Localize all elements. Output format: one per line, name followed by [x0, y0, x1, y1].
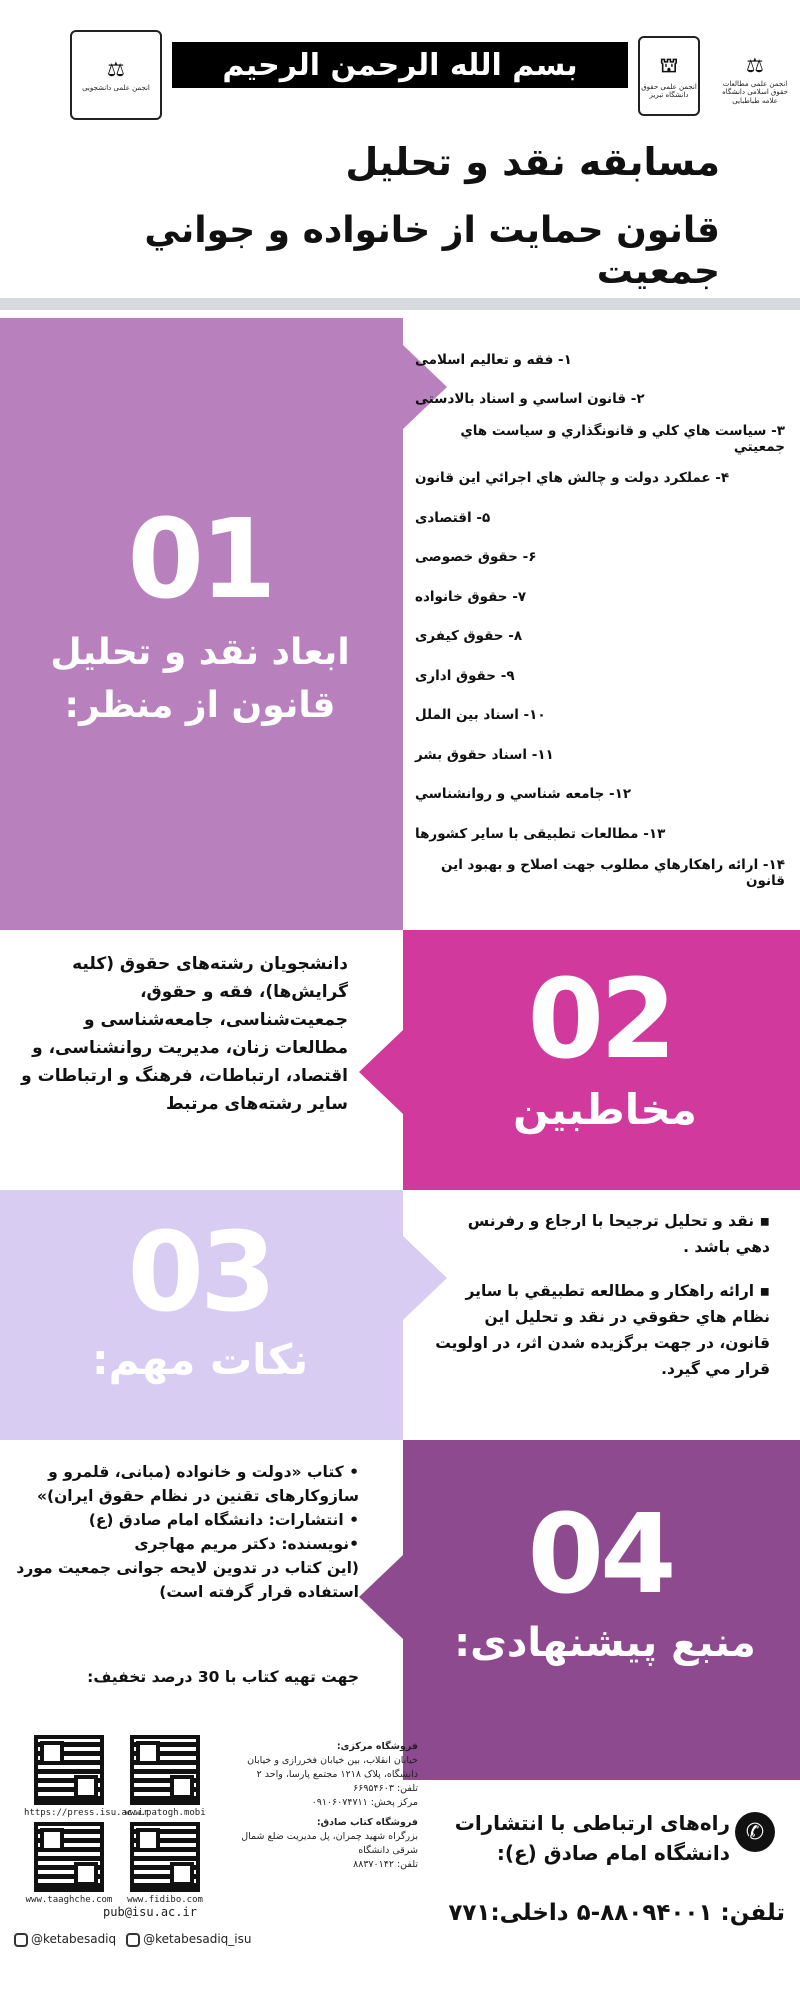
list-item: ۴- عملکرد دولت و چالش هاي اجرائي این قانون — [415, 470, 730, 487]
store-central-phone: تلفن: ۶۶۹۵۴۶۰۳ — [353, 1783, 418, 1794]
qr-caption: www.fidibo.com — [127, 1895, 203, 1905]
scales-icon: ⚖ — [746, 52, 764, 77]
list-item: ۱۲- جامعه شناسي و روانشناسي — [415, 786, 632, 803]
social-handle: @ketabesadiq_isu — [143, 1932, 252, 1946]
section1-list — [415, 340, 785, 893]
section3-notes — [430, 1208, 770, 1400]
page-subtitle: قانون حمایت از خانواده و جواني جمعیت — [144, 210, 720, 292]
store-sadegh-phone: تلفن: ۸۸۳۷۰۱۴۲ — [353, 1859, 418, 1870]
book-note: (این کتاب در تدوین لایحه جوانی جمعیت مورد استفاده قرار گرفته است) — [16, 1559, 359, 1601]
book-author: •نویسنده: دکتر مریم مهاجری — [134, 1535, 359, 1553]
instagram-link-1[interactable] — [14, 1932, 116, 1947]
list-item: ۱۱- اسناد حقوق بشر — [415, 746, 554, 763]
section4-number: 04 — [527, 1490, 673, 1618]
list-item: ۱۴- ارائه راهکارهاي مطلوب جهت اصلاح و بهبود این قانون — [441, 857, 785, 890]
list-item: ۱- فقه و تعالیم اسلامی — [415, 351, 572, 368]
note-item: ▪ ارائه راهکار و مطالعه تطبیقي با سایر نظام هاي حقوقي در نقد و تحلیل این قانون، در جهت برگزیده شدن اثر، در اولویت قرار مي گیرد. — [430, 1278, 770, 1382]
email-link[interactable]: pub@isu.ac.ir — [103, 1905, 197, 1919]
note-item: ▪ نقد و تحلیل ترجیحا با ارجاع و رفرنس دهي باشد . — [430, 1208, 770, 1260]
logo-mid-caption: انجمن علمی حقوق دانشگاه تبریز — [641, 82, 697, 99]
list-item: ۶- حقوق خصوصی — [415, 549, 537, 566]
qr-code-press[interactable] — [34, 1735, 104, 1805]
list-item: ۳- سیاست هاي کلي و قانونگذاري و سیاست هاي جمعیتي — [460, 422, 785, 455]
store-central-title: فروشگاه مرکزی: — [336, 1741, 418, 1752]
store-sadegh-address: بزرگراه شهید چمران، پل مدیریت ضلع شمال شرقی دانشگاه — [241, 1831, 418, 1856]
qr-code-taaghche[interactable] — [34, 1822, 104, 1892]
instagram-icon — [14, 1933, 28, 1947]
logo-mid-mark: ⛫ — [659, 52, 679, 77]
social-links — [14, 1932, 344, 1947]
store-central-mobile: مرکز پخش: ۰۹۱۰۶۰۷۴۷۱۱ — [311, 1797, 418, 1808]
list-item: ۵- اقتصادی — [415, 509, 491, 526]
logo-left-mark: ⚖ — [107, 57, 125, 82]
logo-left-caption: انجمن علمی دانشجویی — [82, 84, 150, 93]
section1-panel — [0, 318, 403, 930]
store-central-address: خیابان انقلاب، بین خیابان فخررازی و خیابان دانشگاه، پلاک ۱۲۱۸ مجتمع پارسا، واحد ۲ — [247, 1755, 418, 1780]
association-logo-right — [715, 36, 795, 122]
contacts-title: راه‌های ارتباطی با انتشارات دانشگاه امام صادق (ع): — [454, 1811, 730, 1865]
list-item: ۱۳- مطالعات تطبیقی با سایر کشورها — [415, 825, 666, 842]
section4-source-text — [14, 1460, 359, 1604]
bismillah: بسم الله الرحمن الرحيم — [172, 42, 628, 88]
list-item: ۲- قانون اساسي و اسناد بالادستی — [415, 391, 645, 408]
instagram-link-2[interactable] — [126, 1932, 251, 1947]
list-item: ۸- حقوق کیفری — [415, 628, 523, 645]
section4-arrow — [359, 1555, 403, 1639]
section3-label: نکات مهم: — [91, 1335, 309, 1384]
section1-number: 01 — [127, 495, 273, 623]
association-logo-middle — [638, 36, 700, 116]
list-item: ۱۰- اسناد بین الملل — [415, 707, 546, 724]
qr-caption: www.patogh.mobi — [124, 1808, 206, 1818]
section4-label: منبع پیشنهادی: — [454, 1620, 756, 1666]
store-info — [228, 1740, 418, 1872]
social-handle: @ketabesadiq — [31, 1932, 117, 1946]
list-item: ۷- حقوق خانواده — [415, 588, 527, 605]
section2-label: مخاطبین — [513, 1085, 697, 1134]
section1-label-line1: ابعاد نقد و تحلیل — [50, 632, 350, 673]
logo-right-caption: انجمن علمی مطالعات حقوق اسلامی دانشگاه علامه طباطبایی — [722, 79, 788, 105]
store-sadegh-title: فروشگاه کتاب صادق: — [316, 1817, 418, 1828]
book-publisher: • انتشارات: دانشگاه امام صادق (ع) — [88, 1511, 359, 1529]
header-divider — [0, 298, 800, 310]
qr-code-fidibo[interactable] — [130, 1822, 200, 1892]
qr-caption: www.taaghche.com — [25, 1895, 113, 1905]
section3-number: 03 — [127, 1208, 273, 1336]
discount-text: جهت تهیه کتاب با 30 درصد تخفیف: — [87, 1668, 359, 1686]
phone-number[interactable]: تلفن: ۸۸۰۹۴۰۰۱-۵ داخلی:۷۷۱ — [448, 1900, 785, 1926]
association-logo-left — [70, 30, 162, 120]
section2-audience-text: دانشجویان رشته‌های حقوق (کلیه گرایش‌ها)، فقه و حقوق، جمعیت‌شناسی، جامعه‌شناسی و مطالعات زنان، مدیریت روانشناسی، و اقتصاد، ارتباطات، فرهنگ و ارتباطات و سایر رشته‌های مرتبط — [21, 954, 348, 1114]
book-title: • کتاب «دولت و خانواده (مبانی، قلمرو و سازوکارهای تقنین در نظام حقوق ایران)» — [36, 1463, 359, 1505]
phone-icon: ✆ — [735, 1812, 775, 1852]
page-title: مسابقه نقد و تحلیل — [345, 140, 720, 184]
qr-caption: https://press.isu.ac.ir — [24, 1808, 149, 1818]
section1-label-line2: قانون از منظر: — [64, 685, 336, 726]
instagram-icon — [126, 1933, 140, 1947]
list-item: ۹- حقوق اداری — [415, 667, 515, 684]
section2-arrow — [359, 1030, 403, 1114]
section2-number: 02 — [527, 955, 673, 1083]
qr-code-patogh[interactable] — [130, 1735, 200, 1805]
